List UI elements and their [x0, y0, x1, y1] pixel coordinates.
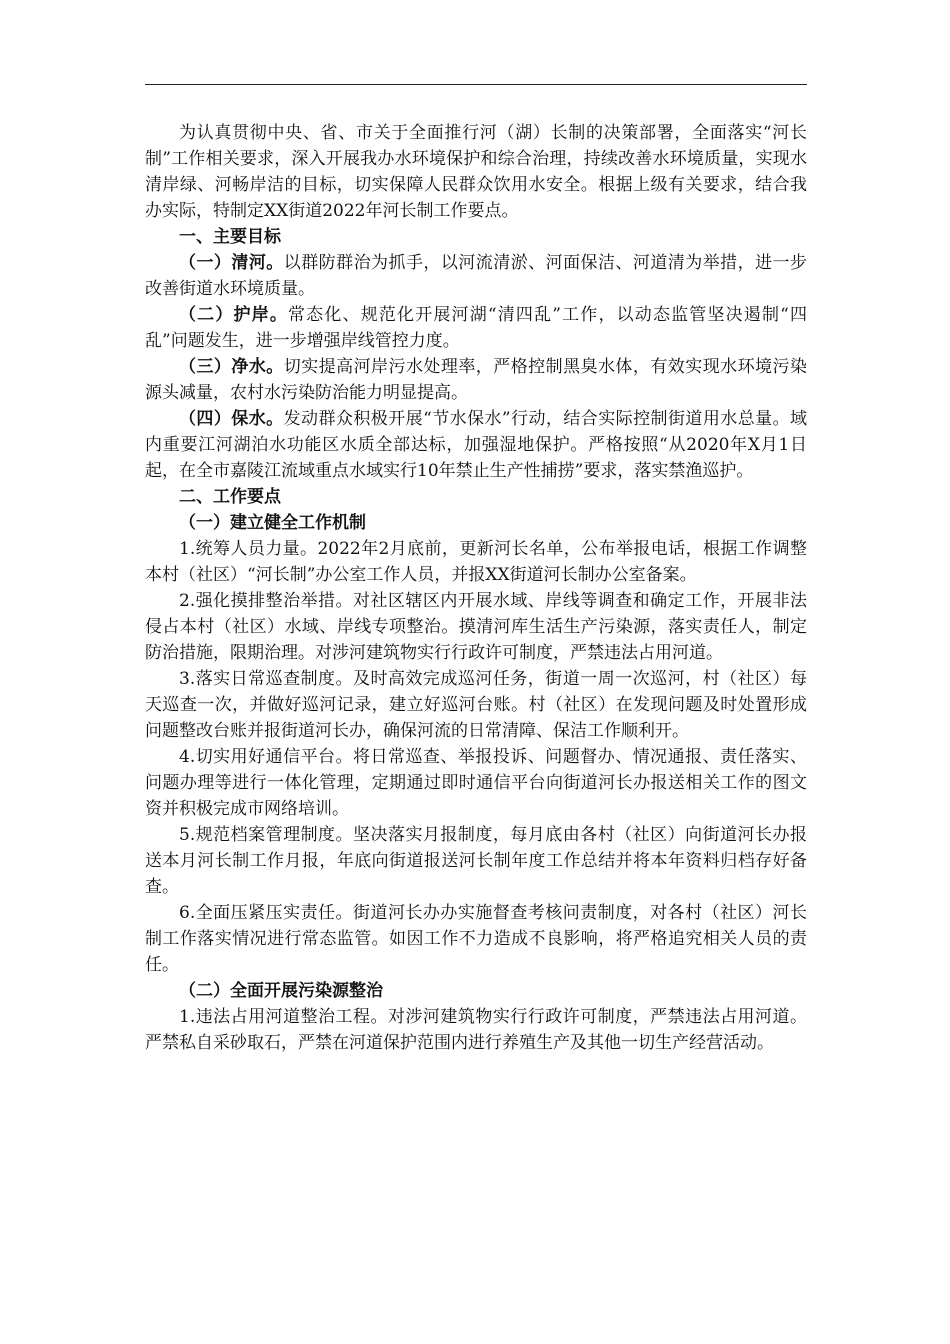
task-item: 5.规范档案管理制度。坚决落实月报制度，每月底由各村（社区）向街道河长办报送本月河长制工作月报，年底向街道报送河长制年度工作总结并将本年资料归档存好备查。: [145, 825, 807, 897]
task-item: 2.强化摸排整治举措。对社区辖区内开展水域、岸线等调查和确定工作，开展非法侵占本村（社区）水域、岸线专项整治。摸清河库生活生产污染源，落实责任人，制定防治措施，限期治理。对涉河建筑物实行行政许可制度，严禁违法占用河道。: [145, 591, 807, 663]
goal-item: [145, 250, 807, 302]
document-body: [145, 120, 807, 1056]
goal-item-text: 以群防群治为抓手，以河流清淤、河面保洁、河道清为举措，进一步改善街道水环境质量。: [145, 253, 808, 299]
goal-item: [145, 302, 807, 354]
goal-item-lead: （一）清河。: [179, 253, 284, 273]
goal-item-lead: （二）护岸。: [179, 305, 289, 325]
subsection-heading-mechanism: （一）建立健全工作机制: [179, 513, 366, 533]
task-item: 1.统筹人员力量。2022年2月底前，更新河长名单，公布举报电话，根据工作调整本村（社区）“河长制”办公室工作人员，并报XX街道河长制办公室备案。: [145, 539, 807, 585]
goal-item-text: 发动群众积极开展“节水保水”行动，结合实际控制街道用水总量。域内重要江河湖泊水功能区水质全部达标，加强湿地保护。严格按照“从2020年X月1日起，在全市嘉陵江流域重点水域实行10年禁止生产性捕捞”要求，落实禁渔巡护。: [145, 409, 807, 481]
task-item: 6.全面压紧压实责任。街道河长办办实施督查考核问责制度，对各村（社区）河长制工作落实情况进行常态监管。如因工作不力造成不良影响，将严格追究相关人员的责任。: [145, 903, 807, 975]
subsection-heading-pollution: （二）全面开展污染源整治: [179, 981, 383, 1001]
section-heading-tasks: 二、工作要点: [179, 487, 281, 507]
intro-paragraph: 为认真贯彻中央、省、市关于全面推行河（湖）长制的决策部署，全面落实“河长制”工作相关要求，深入开展我办水环境保护和综合治理，持续改善水环境质量，实现水清岸绿、河畅岸洁的目标，切实保障人民群众饮用水安全。根据上级有关要求，结合我办实际，特制定XX街道2022年河长制工作要点。: [145, 123, 807, 221]
goal-item-lead: （四）保水。: [179, 409, 284, 429]
goal-item: [145, 406, 807, 484]
goal-item: [145, 354, 807, 406]
goal-item-lead: （三）净水。: [179, 357, 284, 377]
header-rule: [145, 84, 807, 85]
goal-item-text: 切实提高河岸污水处理率，严格控制黑臭水体，有效实现水环境污染源头减量，农村水污染防治能力明显提高。: [145, 357, 808, 403]
goal-item-text: 常态化、规范化开展河湖“清四乱”工作，以动态监管坚决遏制“四乱”问题发生，进一步增强岸线管控力度。: [145, 305, 807, 351]
task-item: 3.落实日常巡查制度。及时高效完成巡河任务，街道一周一次巡河，村（社区）每天巡查一次，并做好巡河记录，建立好巡河台账。村（社区）在发现问题及时处置形成问题整改台账并报街道河长办，确保河流的日常清障、保洁工作顺利开。: [145, 669, 807, 741]
task-item: 1.违法占用河道整治工程。对涉河建筑物实行行政许可制度，严禁违法占用河道。严禁私自采砂取石，严禁在河道保护范围内进行养殖生产及其他一切生产经营活动。: [145, 1007, 807, 1053]
task-item: 4.切实用好通信平台。将日常巡查、举报投诉、问题督办、情况通报、责任落实、问题办理等进行一体化管理，定期通过即时通信平台向街道河长办报送相关工作的图文资并积极完成市网络培训。: [145, 747, 807, 819]
section-heading-goals: 一、主要目标: [179, 227, 281, 247]
